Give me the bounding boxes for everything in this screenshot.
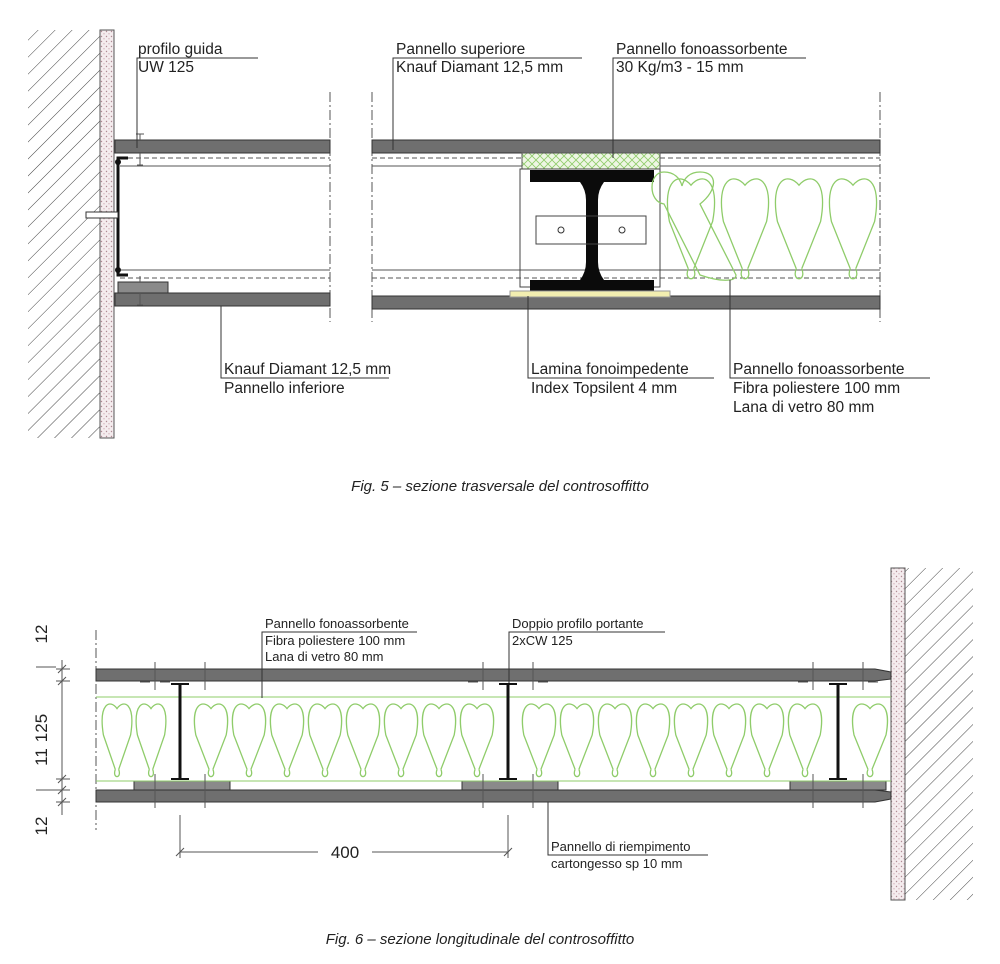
lower-strip — [118, 282, 168, 293]
profile-height-text: 125 — [32, 713, 51, 743]
wool-fig6 — [102, 704, 887, 777]
spacing-dimension-text: 400 — [330, 843, 360, 862]
wall-anchor — [86, 212, 118, 218]
filler-panel-3 — [790, 781, 886, 790]
upper-panel-left — [115, 140, 330, 153]
absorber-top-label-1: Pannello fonoassorbente — [616, 41, 788, 58]
absorber-top-label-2: 30 Kg/m3 - 15 mm — [616, 59, 744, 76]
upper-panel-label-2: Knauf Diamant 12,5 mm — [396, 59, 564, 76]
absorber-top-strip — [522, 153, 660, 169]
sound-barrier-label-1: Lamina fonoimpedente — [531, 361, 689, 378]
wall-plaster — [100, 30, 114, 438]
filler-panel-2 — [462, 781, 558, 790]
guide-profile-label-1: profilo guida — [138, 41, 223, 58]
uw-profile — [118, 158, 128, 275]
lower-panel-label-1: Knauf Diamant 12,5 mm — [224, 361, 392, 378]
gap-text: 11 — [32, 748, 51, 766]
wall-hatch-right — [905, 568, 973, 900]
absorber-label-3: Lana di vetro 80 mm — [265, 649, 384, 664]
filler-panel-1 — [134, 781, 230, 790]
sound-barrier-strip — [510, 291, 670, 297]
figure-5-caption: Fig. 5 – sezione trasversale del controsoffitto — [351, 478, 649, 495]
wall-plaster-right — [891, 568, 905, 900]
absorber-fill-label-3: Lana di vetro 80 mm — [733, 399, 875, 416]
double-profile-label-1: Doppio profilo portante — [512, 616, 644, 631]
top-thickness-text: 12 — [32, 624, 51, 644]
wall-hatch — [28, 30, 100, 438]
lower-panel-label-2: Pannello inferiore — [224, 380, 345, 397]
absorber-label-1: Pannello fonoassorbente — [265, 616, 409, 631]
absorber-fill-label-2: Fibra poliestere 100 mm — [733, 380, 901, 397]
upper-panel-label-1: Pannello superiore — [396, 41, 526, 58]
filler-panel-label-2: cartongesso sp 10 mm — [551, 856, 683, 871]
absorber-fill-label-1: Pannello fonoassorbente — [733, 361, 905, 378]
double-profile-label-2: 2xCW 125 — [512, 633, 573, 648]
i-beam — [530, 170, 654, 292]
lower-panel-right — [372, 296, 880, 309]
filler-panel-label-1: Pannello di riempimento — [551, 839, 691, 854]
absorber-label-2: Fibra poliestere 100 mm — [265, 633, 406, 648]
figure-6 — [36, 568, 973, 900]
guide-profile-label-2: UW 125 — [138, 59, 194, 76]
top-board — [96, 669, 891, 681]
labels — [32, 41, 905, 948]
upper-panel-right — [372, 140, 880, 153]
lower-panel-left — [115, 293, 330, 306]
wool-fig5-loops — [667, 179, 876, 279]
bottom-board — [96, 790, 891, 802]
sound-barrier-label-2: Index Topsilent 4 mm — [531, 380, 678, 397]
bottom-thickness-text: 12 — [32, 816, 51, 836]
figure-6-caption: Fig. 6 – sezione longitudinale del controsoffitto — [325, 931, 635, 948]
